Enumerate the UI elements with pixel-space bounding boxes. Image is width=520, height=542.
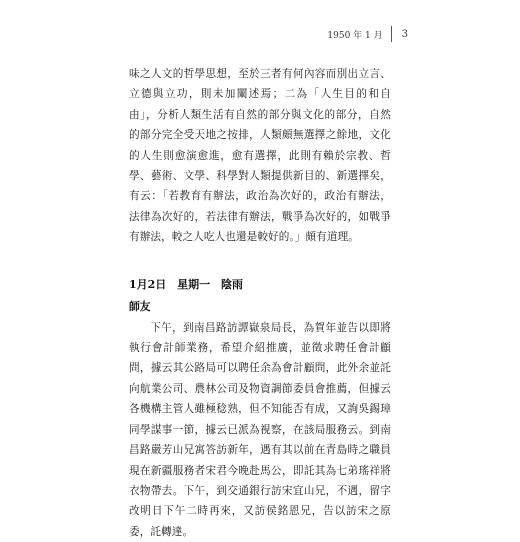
entry-weekday: 星期一 — [177, 277, 211, 291]
entry-date: 1月2日 — [129, 277, 167, 291]
entry-weather: 陰雨 — [221, 277, 243, 291]
page-body — [129, 64, 391, 542]
running-header — [327, 25, 408, 43]
section-title: 師友 — [129, 299, 151, 313]
header-date: 1950 年 1 月 — [327, 30, 383, 41]
paragraph-continuation: 味之人文的哲學思想，至於三者有何內容而別出立言、立德與立功，則未加闡述焉；二為「人生目的和自由」，分析人類生活有自然的部分與文化的部分，自然的部分完全受天地之按排，人類頗無選擇之餘地，文化的人生則愈演愈進，愈有選擇，此則有賴於宗教、哲學、藝術、文學、科學對人類提供新目的、新選擇矣，有云：「若教育有辦法，政治為次好的，政治有辦法，法律為次好的，若法律有辦法，戰爭為次好的，如戰爭有辦法，較之人吃人也還是較好的。」頗有道理。 — [129, 68, 391, 244]
paragraph-entry: 下午，到南昌路訪譚嶽泉局長，為賀年並告以即將執行會計師業務，希望介紹推廣，並徵求聘任會計顧問，據云其公路局可以聘任余為會計顧問，此外余並託向航業公司、農林公司及物資調節委員會推薦，但據云各機構主管人雖極稔熟，但不知能否有成，又詢吳錫璋同學謀事一節，據云已派為視察，在該局服務云。到南昌路嚴芳山兄寓答訪新年，遇有其以前在青島時之職員現在新疆服務者宋君今晚赴馬公，即託其為七弟瑤祥將衣物帶去。下午，到交通銀行訪宋宜山兄，不遇，留字改明日下午二時再來，又訪侯銘恩兄，告以訪宋之原委，託轉達。 — [129, 321, 391, 538]
header-divider — [391, 26, 392, 42]
page-number: 3 — [401, 28, 408, 40]
diary-entry-heading — [129, 274, 391, 296]
